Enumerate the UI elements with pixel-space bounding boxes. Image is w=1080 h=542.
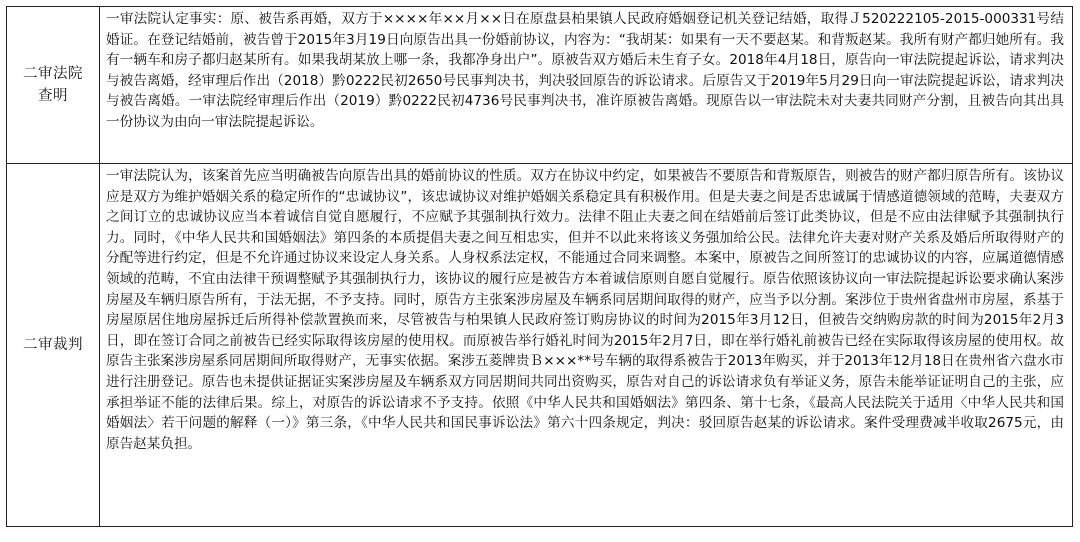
ruling-text: 一审法院认为，该案首先应当明确被告向原告出具的婚前协议的性质。双方在协议中约定，如果被告不要原告和背叛原告，则被告的财产都归原告所有。该协议应是双方为维护婚姻关系的稳定所作的“忠诚协议”，该忠诚协议对维护婚姻关系稳定具有积极作用。但是夫妻之间是否忠诚属于情感道德领域的范畴，夫妻双方之间订立的忠诚协议应当本着诚信自觉自愿履行，不应赋予其强制执行效力。法律不阻止夫妻之间在结婚前后签订此类协议，但是不应由法律赋予其强制执行力。同时，《中华人民共和国婚姻法》第四条的本质提倡夫妻之间互相忠实，但并不以此来将该义务强加给公民。法律允许夫妻对财产关系及婚后所取得财产的分配等进行约定，但是不允许通过协议来设定人身关系。人身权系法定权，不能通过合同来调整。本案中，原被告之间所签订的忠诚协议的内容，应属道德情感领域的范畴，不宜由法律干预调整赋予其强制执行力，该协议的履行应是被告方本着诚信原则自愿自觉履行。原告依照该协议向一审法院提起诉讼要求确认案涉房屋及车辆归原告所有，于法无据，不予支持。同时，原告方主张案涉房屋及车辆系同居期间取得的财产，应当予以分割。案涉位于贵州省盘州市房屋，系基于房屋原居住地房屋拆迁后所得补偿款置换而来，尽管被告与柏果镇人民政府签订购房协议的时间为2015年3月12日，但被告交纳购房款的时间为2015年2月3日，即在签订合同之前被告已经实际取得该房屋的使用权。而原被告举行婚礼时间为2015年2月7日，即在举行婚礼前被告已经在实际取得该房屋的使用权。故原告主张案涉房屋系同居期间所取得财产，无事实依据。案涉五菱牌贵Ｂ×××**号车辆的取得系被告于2013年购买，并于2013年12月18日在贵州省六盘水市进行注册登记。原告也未提供证据证实案涉房屋及车辆系双方同居期间共同出资购买，原告对自己的诉讼请求负有举证义务，原告未能举证证明自己的主张，应承担举证不能的法律后果。综上，对原告的诉讼请求不予支持。依照《中华人民共和国婚姻法》第四条、第十七条，《最高人民法院关于适用〈中华人民共和国婚姻法〉若干问题的解释（一）》第三条，《中华人民共和国民事诉讼法》第六十四条规定，判决：驳回原告赵某的诉讼请求。案件受理费减半收取2675元，由原告赵某负担。	[100, 164, 1073, 527]
row-label-ruling	[7, 164, 100, 527]
row-label-line: 二审法院	[23, 66, 83, 82]
row-label-line: 二审裁判	[23, 337, 83, 353]
findings-text: 一审法院认定事实：原、被告系再婚，双方于××××年××月××日在原盘县柏果镇人民政府婚姻登记机关登记结婚，取得Ｊ520222105-2015-000331号结婚证。在登记结婚前，被告曾于2015年3月19日向原告出具一份婚前协议，内容为：“我胡某：如果有一天不要赵某。和背叛赵某。我所有财产都归她所有。我有一辆车和房子都归赵某所有。如果我胡某放上哪一条，我都净身出户”。原被告双方婚后未生育子女。2018年4月18日，原告向一审法院提起诉讼，请求判决与被告离婚，经审理后作出（2018）黔0222民初2650号民事判决书，判决驳回原告的诉讼请求。后原告又于2019年5月29日向一审法院提起诉讼，请求判决与被告离婚。一审法院经审理后作出（2019）黔0222民初4736号民事判决书，准许原被告离婚。现原告以一审法院未对夫妻共同财产分割，且被告向其出具一份协议为由向一审法院提起诉讼。	[100, 7, 1073, 164]
table-row-findings	[7, 7, 1073, 164]
row-label-findings	[7, 7, 100, 164]
row-label-line: 查明	[38, 88, 68, 104]
judgment-table	[6, 6, 1073, 527]
table-row-ruling	[7, 164, 1073, 527]
